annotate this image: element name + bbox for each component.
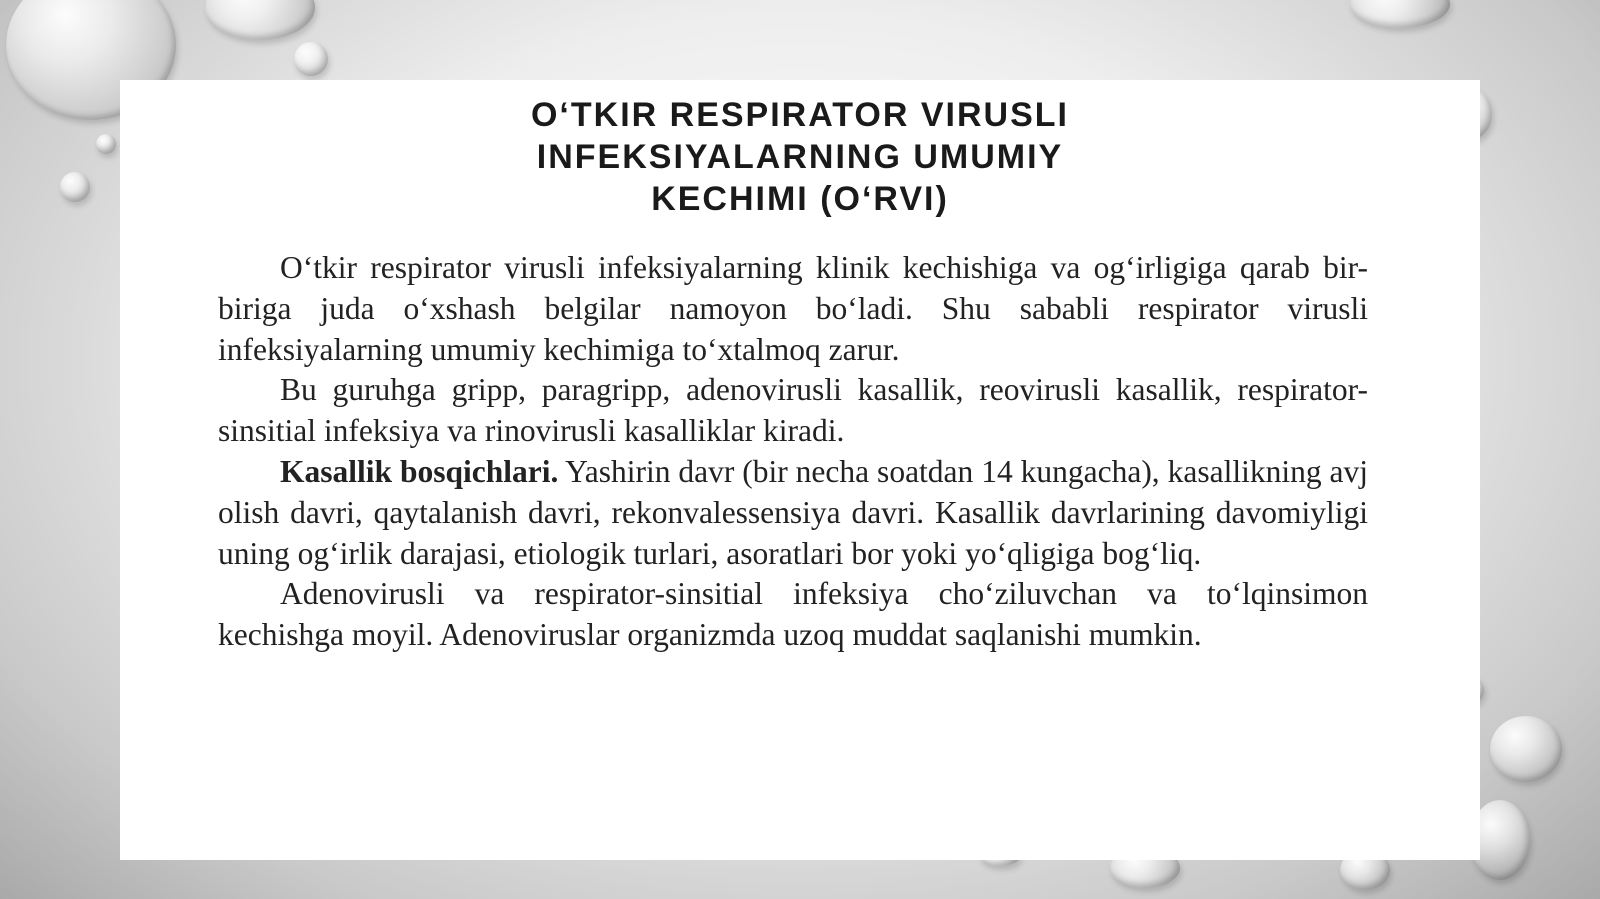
paragraph [218,452,1368,574]
document-title [120,94,1480,220]
title-line: INFEKSIYALARNING UMUMIY [536,138,1064,176]
water-drop-decoration [294,42,328,76]
document-body [218,248,1368,656]
paragraph-text: O‘tkir respirator virusli infeksiyalarning klinik kechishiga va og‘irligiga qarab bir-biriga juda o‘xshash belgilar namoyon bo‘ladi. Shu sababli respirator virusli infeksiyalarning umumiy kechimiga to‘xtalmoq zarur. [218,250,1368,367]
water-drop-decoration [96,134,116,154]
paragraph-text: Yashirin davr (bir necha soatdan 14 kungacha), kasallikning avj olish davri, qaytalanish davri, rekonvalessensiya davri. Kasallik davrlarining davomiyligi uning og‘irlik darajasi, etiologik turlari, asoratlari bor yoki yo‘qligiga bog‘liq. [218,453,1368,571]
paragraph-text: Adenovirusli va respirator-sinsitial infeksiya cho‘ziluvchan va to‘lqinsimon kechishga moyil. Adenoviruslar organizmda uzoq muddat saqlanishi mumkin. [218,576,1368,653]
water-drop-decoration [205,0,315,40]
title-line: KECHIMI (O‘RVI) [651,180,949,218]
water-drop-decoration [1350,0,1450,28]
title-line: O‘TKIR RESPIRATOR VIRUSLI [530,96,1069,134]
paragraph-text: Bu guruhga gripp, paragripp, adenovirusli kasallik, reovirusli kasallik, respirator-sinsitial infeksiya va rinovirusli kasalliklar kiradi. [218,372,1368,449]
paragraph [218,574,1368,656]
water-drop-decoration [1490,716,1562,782]
document-page [120,80,1480,860]
paragraph-lead: Kasallik bosqichlari. [280,453,559,489]
paragraph [218,248,1368,370]
paragraph [218,370,1368,452]
water-drop-decoration [60,172,90,202]
